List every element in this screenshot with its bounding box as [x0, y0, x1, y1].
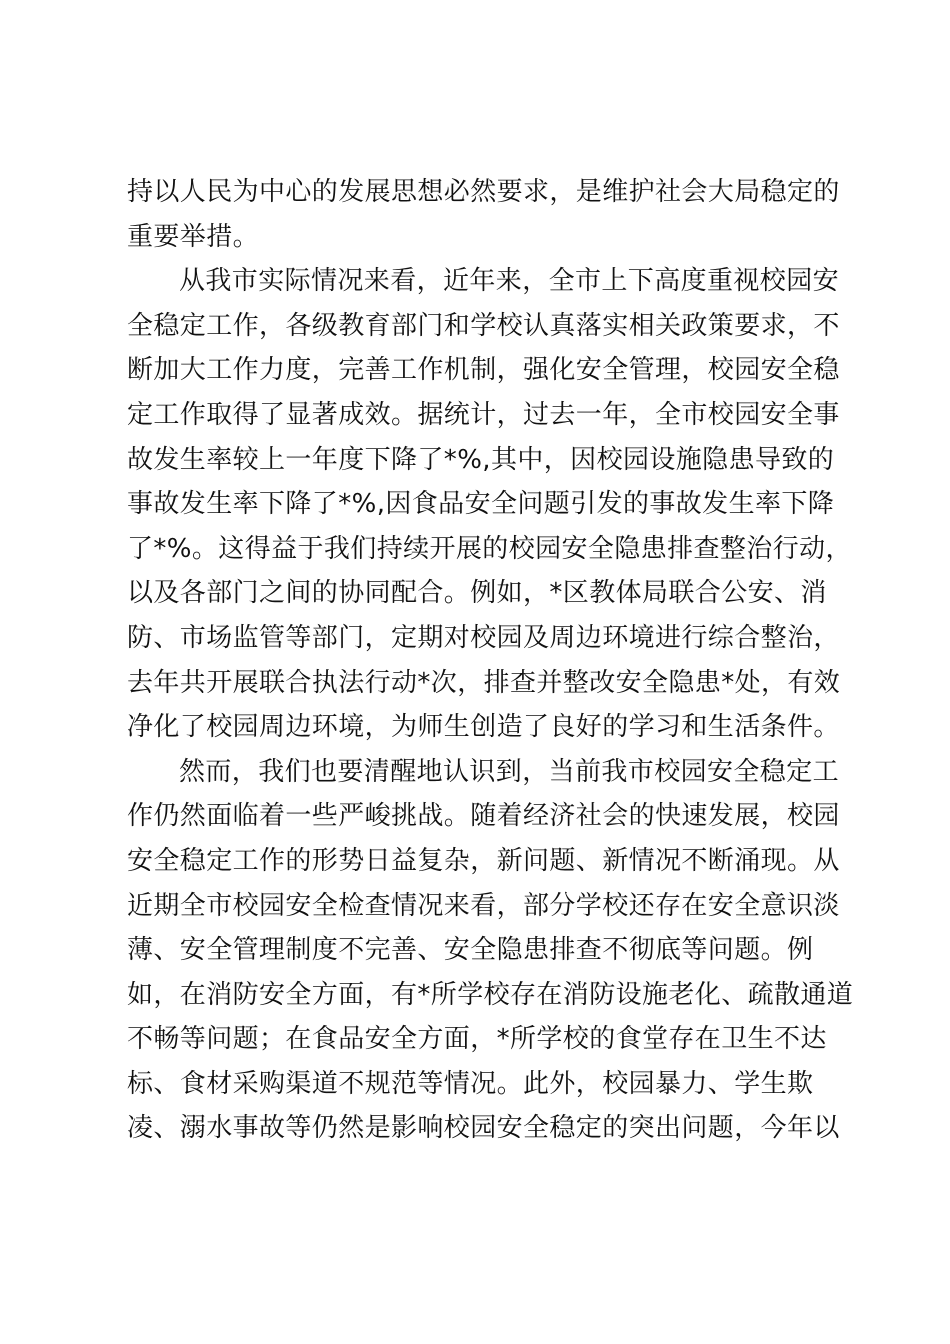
text-line: 全稳定工作，各级教育部门和学校认真落实相关政策要求，不	[127, 310, 840, 341]
document-body	[127, 170, 854, 1151]
text-line: 以及各部门之间的协同配合。例如，*区教体局联合公安、消	[127, 578, 827, 609]
paragraph-first-line: 然而，我们也要清醒地认识到，当前我市校园安全稳定工	[179, 756, 840, 787]
text-line: 了*%。这得益于我们持续开展的校园安全隐患排查整治行动，	[127, 533, 852, 564]
text-line: 去年共开展联合执法行动*次，排查并整改安全隐患*处，有效	[127, 667, 841, 698]
text-line: 不畅等问题；在食品安全方面，*所学校的食堂存在卫生不达	[127, 1024, 827, 1055]
text-line: 定工作取得了显著成效。据统计，过去一年，全市校园安全事	[127, 399, 840, 430]
text-line: 标、食材采购渠道不规范等情况。此外，校园暴力、学生欺	[127, 1068, 814, 1099]
text-line: 断加大工作力度，完善工作机制，强化安全管理，校园安全稳	[127, 355, 840, 386]
text-line: 防、市场监管等部门，定期对校园及周边环境进行综合整治，	[127, 622, 840, 653]
text-line: 持以人民为中心的发展思想必然要求，是维护社会大局稳定的	[127, 177, 840, 207]
paragraph-first-line: 从我市实际情况来看，近年来，全市上下高度重视校园安	[179, 266, 840, 297]
text-line: 重要举措。	[127, 221, 260, 252]
text-line: 作仍然面临着一些严峻挑战。随着经济社会的快速发展，校园	[127, 801, 840, 832]
text-line: 安全稳定工作的形势日益复杂，新问题、新情况不断涌现。从	[127, 845, 840, 876]
text-line: 净化了校园周边环境，为师生创造了良好的学习和生活条件。	[127, 712, 840, 743]
text-line: 如，在消防安全方面，有*所学校存在消防设施老化、疏散通道	[127, 979, 854, 1010]
text-line: 故发生率较上一年度下降了*%,其中，因校园设施隐患导致的	[127, 444, 835, 475]
text-line: 薄、安全管理制度不完善、安全隐患排查不彻底等问题。例	[127, 935, 814, 966]
text-line: 凌、溺水事故等仍然是影响校园安全稳定的突出问题，今年以	[127, 1113, 840, 1144]
text-line: 近期全市校园安全检查情况来看，部分学校还存在安全意识淡	[127, 890, 840, 921]
text-line: 事故发生率下降了*%,因食品安全问题引发的事故发生率下降	[127, 489, 835, 520]
